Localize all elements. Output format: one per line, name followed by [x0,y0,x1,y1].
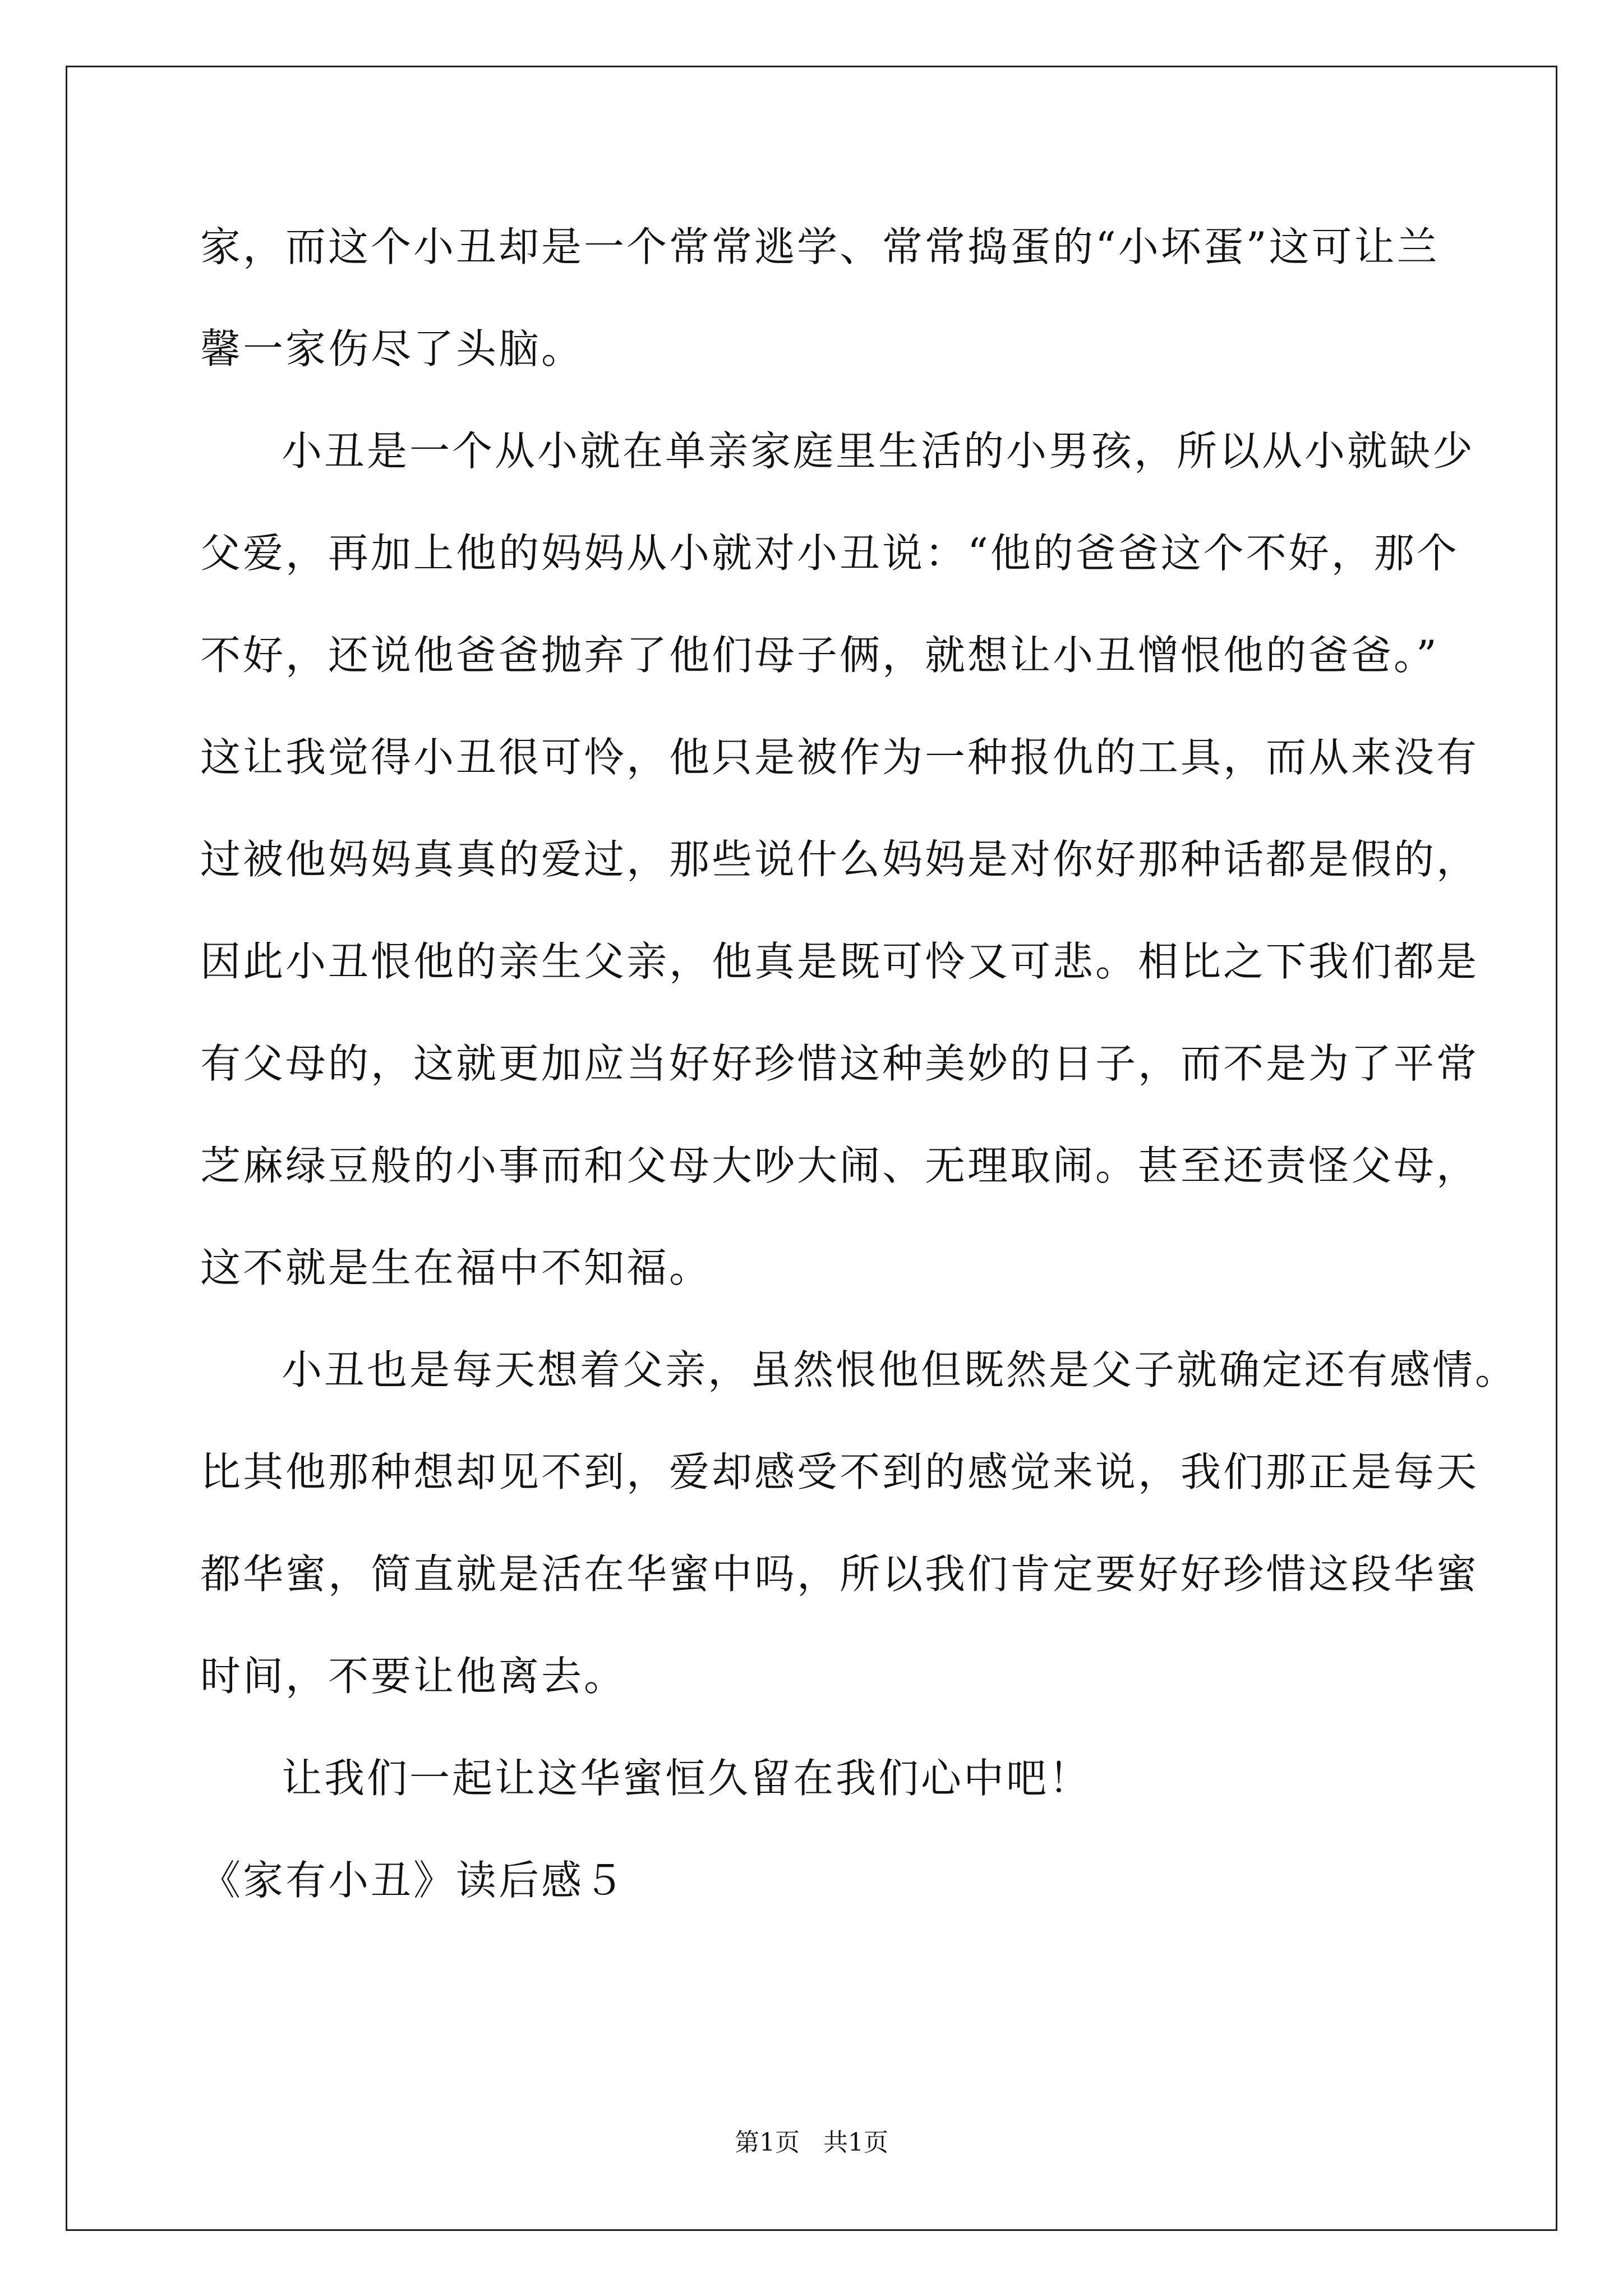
paragraph-start-line: 让我们一起让这华蜜恒久留在我们心中吧！ [282,1755,1092,1802]
text-line: 家，而这个小丑却是一个常常逃学、常常捣蛋的“小坏蛋”这可让兰 [200,223,1440,270]
text-line: 这让我觉得小丑很可怜，他只是被作为一种报仇的工具，而从来没有 [200,734,1479,781]
text-line: 时间，不要让他离去。 [200,1653,627,1700]
document-body [200,213,1518,1949]
text-line: 不好，还说他爸爸抛弃了他们母子俩，就想让小丑憎恨他的爸爸。” [200,632,1439,679]
text-line: 都华蜜，简直就是活在华蜜中吗，所以我们肯定要好好珍惜这段华蜜 [200,1550,1479,1598]
page-number-footer: 第1页 共1页 [735,2128,888,2157]
section-heading: 《家有小丑》读后感５ [200,1857,627,1904]
text-line: 过被他妈妈真真的爱过，那些说什么妈妈是对你好那种话都是假的， [200,836,1479,883]
text-line: 比其他那种想却见不到，爱却感受不到的感觉来说，我们那正是每天 [200,1448,1479,1496]
text-line: 父爱，再加上他的妈妈从小就对小丑说：“他的爸爸这个不好，那个 [200,530,1459,577]
text-line: 这不就是生在福中不知福。 [200,1244,712,1291]
text-line: 因此小丑恨他的亲生父亲，他真是既可怜又可悲。相比之下我们都是 [200,938,1479,985]
text-line: 芝麻绿豆般的小事而和父母大吵大闹、无理取闹。甚至还责怪父母， [200,1142,1479,1189]
paragraph-start-line: 小丑是一个从小就在单亲家庭里生活的小男孩，所以从小就缺少 [282,427,1476,475]
text-line: 馨一家伤尽了头脑。 [200,325,584,372]
paragraph-start-line: 小丑也是每天想着父亲，虽然恨他但既然是父子就确定还有感情。 [282,1346,1518,1393]
text-line: 有父母的，这就更加应当好好珍惜这种美妙的日子，而不是为了平常 [200,1040,1479,1087]
